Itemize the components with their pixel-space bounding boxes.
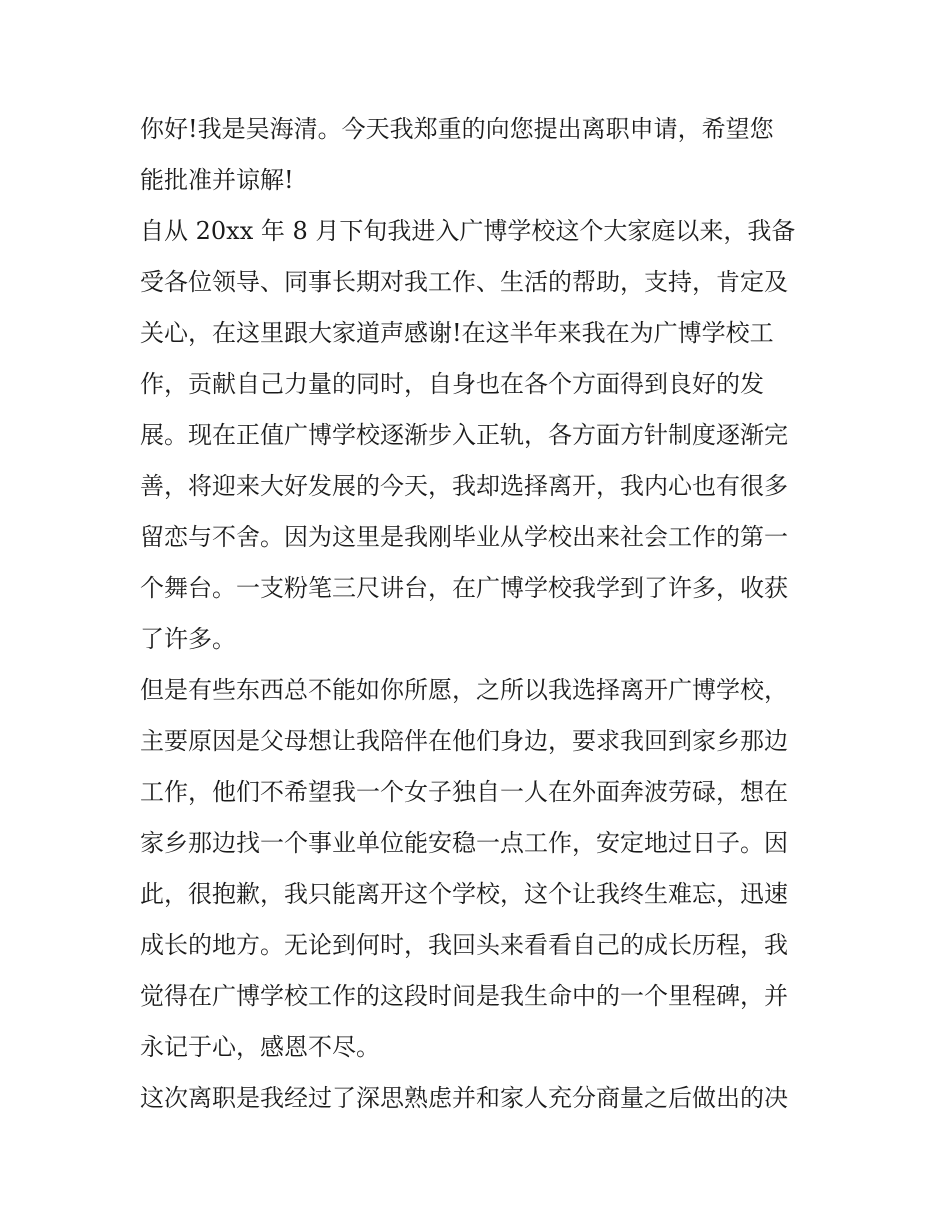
text-line: 受各位领导、同事长期对我工作、生活的帮助，支持，肯定及 xyxy=(140,268,788,296)
text-line: 这次离职是我经过了深思熟虑并和家人充分商量之后做出的决 xyxy=(140,1084,788,1112)
text-line: 留恋与不舍。因为这里是我刚毕业从学校出来社会工作的第一 xyxy=(140,523,788,551)
text-line: 永记于心，感恩不尽。 xyxy=(140,1033,380,1061)
text-line: 觉得在广博学校工作的这段时间是我生命中的一个里程碑，并 xyxy=(140,982,788,1010)
text-line: 你好!我是吴海清。今天我郑重的向您提出离职申请，希望您 xyxy=(140,115,774,143)
text-line: 工作，他们不希望我一个女子独自一人在外面奔波劳碌，想在 xyxy=(140,778,788,806)
text-line: 但是有些东西总不能如你所愿，之所以我选择离开广博学校， xyxy=(140,676,788,704)
text-line: 了许多。 xyxy=(140,625,236,653)
text-line: 个舞台。一支粉笔三尺讲台，在广博学校我学到了许多，收获 xyxy=(140,574,788,602)
text-line: 主要原因是父母想让我陪伴在他们身边，要求我回到家乡那边 xyxy=(140,727,788,755)
text-line: 家乡那边找一个事业单位能安稳一点工作，安定地过日子。因 xyxy=(140,829,788,857)
text-line: 展。现在正值广博学校逐渐步入正轨，各方面方针制度逐渐完 xyxy=(140,421,788,449)
text-line: 善，将迎来大好发展的今天，我却选择离开，我内心也有很多 xyxy=(140,472,788,500)
text-line: 作，贡献自己力量的同时，自身也在各个方面得到良好的发 xyxy=(140,370,764,398)
text-line: 能批准并谅解! xyxy=(140,166,294,194)
text-line: 关心，在这里跟大家道声感谢!在这半年来我在为广博学校工 xyxy=(140,319,774,347)
letter-body xyxy=(140,104,820,1124)
text-line: 此，很抱歉，我只能离开这个学校，这个让我终生难忘，迅速 xyxy=(140,880,788,908)
text-line: 自从 20xx 年 8 月下旬我进入广博学校这个大家庭以来，我备 xyxy=(140,217,796,245)
text-line: 成长的地方。无论到何时，我回头来看看自己的成长历程，我 xyxy=(140,931,788,959)
